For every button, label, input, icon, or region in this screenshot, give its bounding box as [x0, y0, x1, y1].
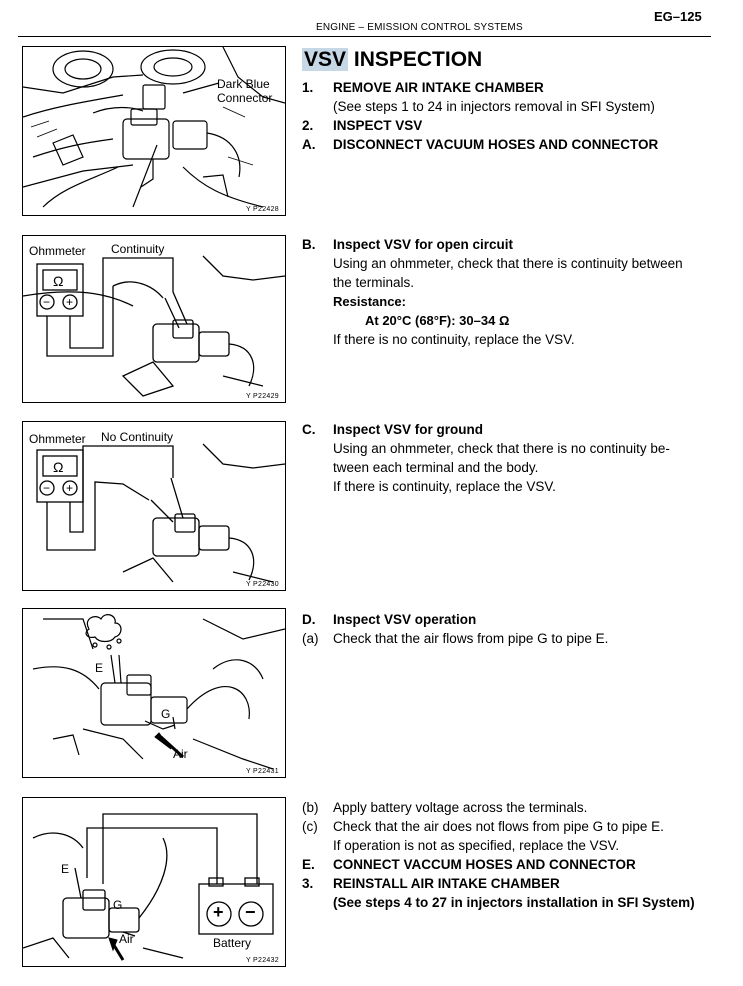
- resistance-label: Resistance:: [333, 294, 406, 309]
- figure-operation: [22, 608, 286, 778]
- figure-code: Y P22432: [245, 957, 279, 964]
- step-row: (c) Check that the air does not flows from pipe G to pipe E.: [302, 819, 664, 834]
- label-connector: Connector: [217, 91, 273, 105]
- step-row: (See steps 4 to 27 in injectors installation in SFI System): [333, 895, 695, 910]
- page-number: EG–125: [654, 9, 702, 24]
- figure-open-circuit: [22, 235, 286, 403]
- figure-battery-test: [22, 797, 286, 967]
- label-pipe-e: E: [61, 862, 70, 876]
- step-row: If operation is not as specified, replace the VSV.: [333, 838, 620, 853]
- section-vsv-inspection: [302, 46, 716, 154]
- battery-plus: +: [213, 902, 224, 922]
- label-dark-blue: Dark Blue: [217, 77, 270, 91]
- ohm-symbol: Ω: [53, 459, 64, 475]
- figure-ground: [22, 421, 286, 591]
- figure-code: Y P22429: [245, 393, 279, 400]
- section-header: ENGINE – EMISSION CONTROL SYSTEMS: [316, 22, 523, 33]
- engine-illustration: [23, 47, 285, 215]
- label-ohmmeter: Ohmmeter: [29, 244, 86, 258]
- step-row: 3. REINSTALL AIR INTAKE CHAMBER: [302, 876, 560, 891]
- label-battery: Battery: [213, 936, 252, 950]
- ohm-symbol: Ω: [53, 273, 64, 289]
- plus-terminal: +: [66, 481, 74, 495]
- label-air: Air: [119, 932, 134, 946]
- label-ohmmeter: Ohmmeter: [29, 432, 86, 446]
- step-row: 1. REMOVE AIR INTAKE CHAMBER: [302, 80, 544, 95]
- label-pipe-g: G: [113, 898, 123, 912]
- header-rule: [18, 36, 711, 37]
- minus-terminal: −: [43, 481, 51, 495]
- battery-minus: −: [245, 902, 256, 922]
- step-row: 2. INSPECT VSV: [302, 118, 423, 133]
- label-no-continuity: No Continuity: [101, 430, 174, 444]
- label-pipe-e: E: [95, 661, 104, 675]
- minus-terminal: −: [43, 295, 51, 309]
- figure-code: Y P22428: [245, 206, 279, 213]
- plus-terminal: +: [66, 295, 74, 309]
- step-heading: Inspect VSV for ground: [333, 422, 484, 437]
- section-battery-reinstall: [302, 798, 716, 912]
- label-air: Air: [173, 747, 188, 761]
- resistance-value: At 20°C (68°F): 30–34 Ω: [365, 313, 510, 328]
- step-row: E. CONNECT VACCUM HOSES AND CONNECTOR: [302, 857, 636, 872]
- label-pipe-g: G: [161, 707, 171, 721]
- section-open-circuit: B. Inspect VSV for open circuit Using an ohmmeter, check that there is continuity between the terminals. Resistance: At 20°C (68°F): 30–34 Ω If there is no continuity, replace the VSV.: [302, 237, 683, 347]
- label-continuity: Continuity: [111, 242, 165, 256]
- step-row: (b) Apply battery voltage across the terminals.: [302, 800, 588, 815]
- figure-code: Y P22431: [245, 768, 279, 775]
- step-heading: Inspect VSV for open circuit: [333, 237, 514, 252]
- step-row: A. DISCONNECT VACUUM HOSES AND CONNECTOR: [302, 137, 659, 152]
- step-heading: Inspect VSV operation: [333, 612, 477, 627]
- figure-code: Y P22430: [245, 581, 279, 588]
- section-ground: C. Inspect VSV for ground Using an ohmmeter, check that there is no continuity be- tween each terminal and the body. If there is continuity, replace the VSV.: [302, 422, 670, 494]
- page-title: VSV INSPECTION: [304, 48, 483, 71]
- step-row: (See steps 1 to 24 in injectors removal in SFI System): [333, 99, 655, 114]
- section-operation: D. Inspect VSV operation (a) Check that the air flows from pipe G to pipe E.: [302, 612, 609, 646]
- figure-remove-connector: [22, 46, 286, 216]
